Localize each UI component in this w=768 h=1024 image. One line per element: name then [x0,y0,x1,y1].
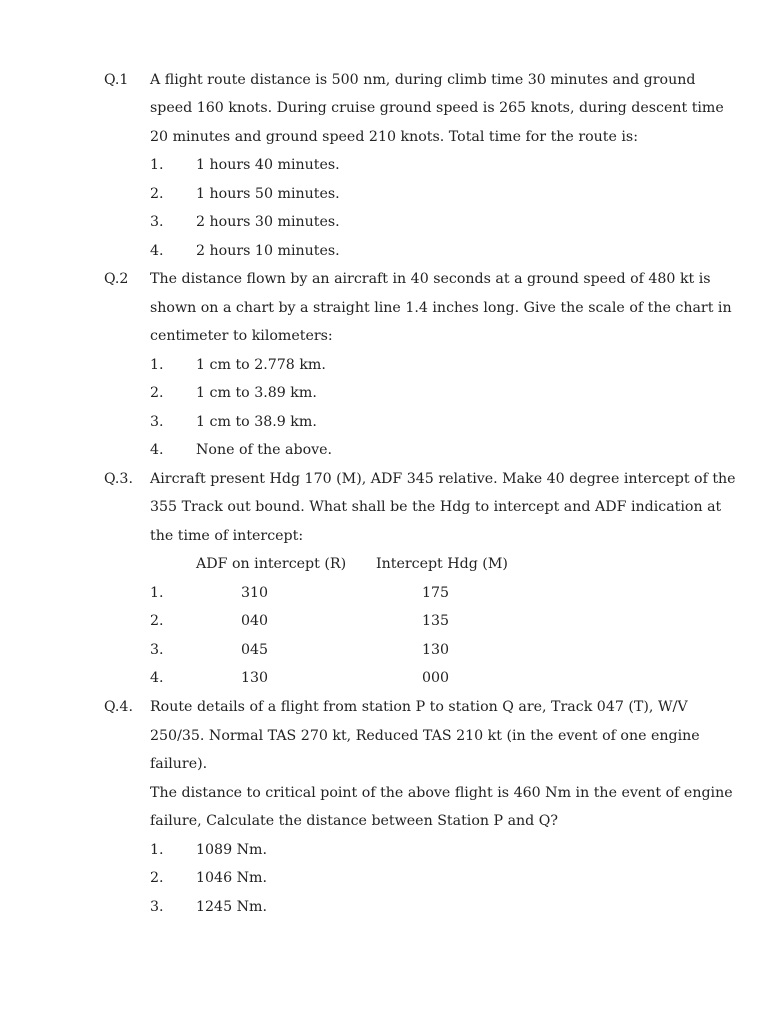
option-number: 4. [150,243,164,259]
question-stem-line: centimeter to kilometers: [150,328,333,344]
question-stem-line: 20 minutes and ground speed 210 knots. Total time for the route is: [150,129,638,145]
option-adf-value: 040 [241,613,269,629]
option-text: 2 hours 10 minutes. [196,243,340,259]
option-text: 1089 Nm. [196,842,267,858]
option-hdg-value: 130 [422,642,450,658]
question-number: Q.3. [104,471,133,487]
question-stem-line: the time of intercept: [150,528,304,544]
question-stem-line: 355 Track out bound. What shall be the Hdg to intercept and ADF indication at [150,499,722,515]
option-text: 1 hours 50 minutes. [196,186,340,202]
option-number: 1. [150,585,164,601]
table-header-adf: ADF on intercept (R) [196,556,347,572]
option-number: 2. [150,186,164,202]
question-number: Q.4. [104,699,133,715]
option-text: 1245 Nm. [196,899,267,915]
question-stem-line: 250/35. Normal TAS 270 kt, Reduced TAS 210 kt (in the event of one engine [150,728,700,744]
option-hdg-value: 175 [422,585,450,601]
option-number: 1. [150,842,164,858]
option-text: 1 cm to 2.778 km. [196,357,326,373]
option-text: 1 cm to 3.89 km. [196,385,317,401]
option-number: 1. [150,157,164,173]
option-text: None of the above. [196,442,333,458]
option-number: 2. [150,613,164,629]
option-adf-value: 045 [241,642,269,658]
option-adf-value: 130 [241,670,269,686]
question-stem-line: failure). [150,756,208,772]
question-stem-line: failure, Calculate the distance between Station P and Q? [150,813,559,829]
option-hdg-value: 000 [422,670,450,686]
option-number: 2. [150,385,164,401]
option-hdg-value: 135 [422,613,450,629]
question-stem-line: The distance to critical point of the above flight is 460 Nm in the event of engine [150,785,733,801]
option-text: 1 cm to 38.9 km. [196,414,317,430]
option-number: 2. [150,870,164,886]
option-number: 3. [150,642,164,658]
option-text: 1 hours 40 minutes. [196,157,340,173]
question-stem-line: Aircraft present Hdg 170 (M), ADF 345 relative. Make 40 degree intercept of the [150,471,736,487]
question-stem-line: shown on a chart by a straight line 1.4 inches long. Give the scale of the chart in [150,300,732,316]
question-stem-line: Route details of a flight from station P to station Q are, Track 047 (T), W/V [150,699,688,715]
option-number: 4. [150,442,164,458]
question-number: Q.2 [104,271,129,287]
table-header-hdg: Intercept Hdg (M) [376,556,508,572]
question-number: Q.1 [104,72,129,88]
option-text: 1046 Nm. [196,870,267,886]
option-number: 3. [150,899,164,915]
option-number: 3. [150,214,164,230]
option-number: 1. [150,357,164,373]
question-stem-line: A flight route distance is 500 nm, during climb time 30 minutes and ground [150,72,696,88]
option-number: 3. [150,414,164,430]
option-adf-value: 310 [241,585,269,601]
question-stem-line: The distance flown by an aircraft in 40 seconds at a ground speed of 480 kt is [150,271,711,287]
question-stem-line: speed 160 knots. During cruise ground speed is 265 knots, during descent time [150,100,724,116]
option-number: 4. [150,670,164,686]
option-text: 2 hours 30 minutes. [196,214,340,230]
